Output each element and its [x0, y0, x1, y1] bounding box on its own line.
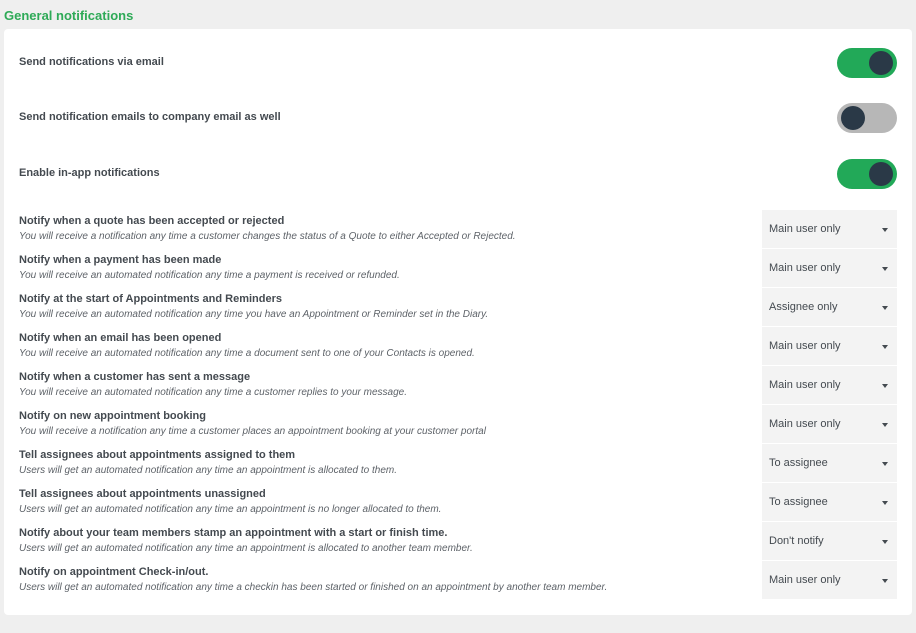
notification-recipient-select[interactable]: [762, 444, 897, 483]
notification-title: Notify when a quote has been accepted or rejected: [19, 215, 285, 227]
toggle-label: Send notification emails to company email as well: [19, 111, 281, 123]
notification-title: Notify when a customer has sent a message: [19, 371, 251, 383]
notification-recipient-select[interactable]: [762, 522, 897, 561]
toggle-row-email: [19, 48, 897, 78]
toggle-label: Send notifications via email: [19, 56, 164, 68]
notification-title: Notify about your team members stamp an appointment with a start or finish time.: [19, 527, 448, 539]
notification-title: Tell assignees about appointments unassigned: [19, 488, 266, 500]
notification-description: You will receive an automated notification any time a customer replies to your message.: [19, 387, 407, 398]
toggle-row-company-email: [19, 103, 897, 133]
notification-title: Notify at the start of Appointments and Reminders: [19, 293, 283, 305]
notification-description: You will receive an automated notification any time a payment is received or refunded.: [19, 270, 400, 281]
notification-description: Users will get an automated notification any time a checkin has been started or finished on an appointment by another team member.: [19, 582, 608, 593]
toggle-knob: [869, 51, 893, 75]
notification-title: Notify on new appointment booking: [19, 410, 206, 422]
notification-title: Tell assignees about appointments assigned to them: [19, 449, 296, 461]
in-app-notifications-toggle[interactable]: [837, 159, 897, 189]
caret-down-icon: [882, 501, 888, 505]
notification-title: Notify when an email has been opened: [19, 332, 222, 344]
notification-description: You will receive an automated notification any time a document sent to one of your Contacts is opened.: [19, 348, 475, 359]
notification-recipient-select[interactable]: [762, 405, 897, 444]
notification-description: Users will get an automated notification any time an appointment is allocated to another team member.: [19, 543, 473, 554]
notification-title: Notify when a payment has been made: [19, 254, 222, 266]
notification-recipient-select[interactable]: [762, 327, 897, 366]
select-value: Main user only: [769, 223, 841, 235]
notification-row: [19, 249, 897, 288]
notification-row: [19, 210, 897, 249]
caret-down-icon: [882, 384, 888, 388]
notification-description: Users will get an automated notification any time an appointment is no longer allocated to them.: [19, 504, 442, 515]
notification-row: [19, 444, 897, 483]
notification-row: [19, 522, 897, 561]
toggle-row-in-app: [19, 159, 897, 189]
notification-recipient-select[interactable]: [762, 483, 897, 522]
notification-title: Notify on appointment Check-in/out.: [19, 566, 209, 578]
select-value: To assignee: [769, 496, 828, 508]
select-value: Assignee only: [769, 301, 838, 313]
select-value: Don't notify: [769, 535, 824, 547]
page-title: General notifications: [4, 8, 134, 23]
notification-description: You will receive a notification any time a customer places an appointment booking at your customer portal: [19, 426, 486, 437]
caret-down-icon: [882, 462, 888, 466]
notification-row: [19, 561, 897, 600]
toggle-knob: [841, 106, 865, 130]
notification-row: [19, 366, 897, 405]
select-value: Main user only: [769, 574, 841, 586]
caret-down-icon: [882, 306, 888, 310]
caret-down-icon: [882, 267, 888, 271]
toggle-knob: [869, 162, 893, 186]
notifications-card: [4, 29, 912, 615]
select-value: Main user only: [769, 262, 841, 274]
notification-recipient-select[interactable]: [762, 249, 897, 288]
notification-recipient-select[interactable]: [762, 210, 897, 249]
notification-row: [19, 483, 897, 522]
caret-down-icon: [882, 345, 888, 349]
caret-down-icon: [882, 228, 888, 232]
select-value: Main user only: [769, 418, 841, 430]
select-value: To assignee: [769, 457, 828, 469]
notification-recipient-select[interactable]: [762, 288, 897, 327]
notification-recipient-select[interactable]: [762, 366, 897, 405]
notification-description: You will receive an automated notification any time you have an Appointment or Reminder set in the Diary.: [19, 309, 489, 320]
notification-row: [19, 405, 897, 444]
toggle-label: Enable in-app notifications: [19, 167, 160, 179]
caret-down-icon: [882, 540, 888, 544]
company-email-toggle[interactable]: [837, 103, 897, 133]
caret-down-icon: [882, 579, 888, 583]
notification-description: Users will get an automated notification any time an appointment is allocated to them.: [19, 465, 397, 476]
notification-row: [19, 327, 897, 366]
email-notifications-toggle[interactable]: [837, 48, 897, 78]
caret-down-icon: [882, 423, 888, 427]
notification-description: You will receive a notification any time a customer changes the status of a Quote to either Accepted or Rejected.: [19, 231, 516, 242]
select-value: Main user only: [769, 379, 841, 391]
notification-recipient-select[interactable]: [762, 561, 897, 600]
select-value: Main user only: [769, 340, 841, 352]
notification-row: [19, 288, 897, 327]
